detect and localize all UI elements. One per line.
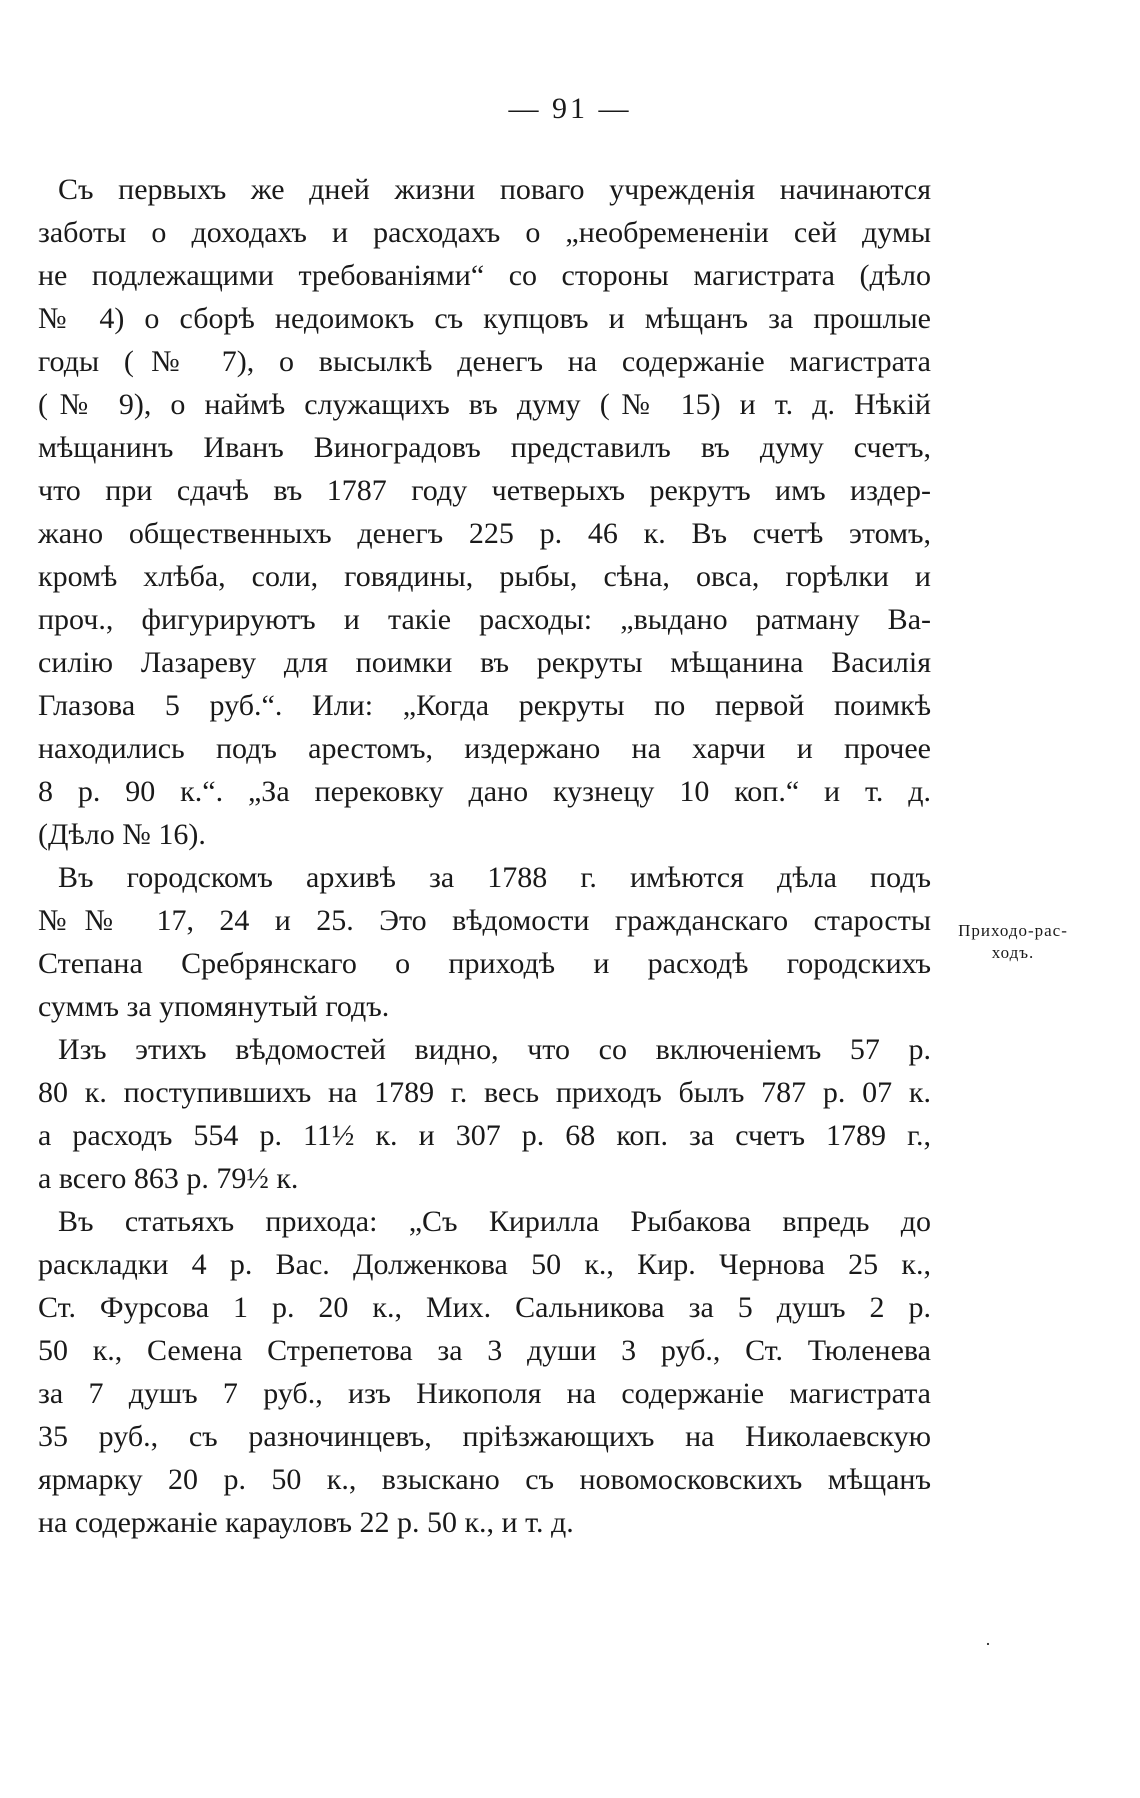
paragraph-3 [38, 1028, 931, 1200]
stray-mark: · [985, 1634, 991, 1654]
text-line: Изъ этихъ вѣдомостей видно, что со включеніемъ 57 р. [58, 1033, 931, 1066]
text-line: на содержаніе карауловъ 22 р. 50 к., и т. д. [38, 1506, 574, 1539]
text-line: не подлежащими требованіями“ со стороны магистрата (дѣло [38, 259, 931, 292]
text-line: 80 к. поступившихъ на 1789 г. весь приходъ былъ 787 р. 07 к. [38, 1076, 931, 1109]
text-line: что при сдачѣ въ 1787 году четверыхъ рекрутъ имъ издер- [38, 474, 931, 507]
margin-note-line: Приходо-рас- [958, 921, 1068, 940]
paragraph-2 [38, 856, 931, 1028]
text-line: (№ 9), о наймѣ служащихъ въ думу (№ 15) и т. д. Нѣкій [38, 388, 931, 421]
text-line: заботы о доходахъ и расходахъ о „необремененіи сей думы [38, 216, 931, 249]
text-line: за 7 душъ 7 руб., изъ Никополя на содержаніе магистрата [38, 1377, 931, 1410]
paragraph-4 [38, 1200, 931, 1544]
page-number: — 91 — [508, 92, 632, 125]
text-line: 50 к., Семена Стрепетова за 3 души 3 руб., Ст. Тюленева [38, 1334, 931, 1367]
text-line: 35 руб., съ разночинцевъ, пріѣзжающихъ на Николаевскую [38, 1420, 931, 1453]
text-line: Степана Сребрянскаго о приходѣ и расходѣ городскихъ [38, 947, 931, 980]
text-line: раскладки 4 р. Вас. Долженкова 50 к., Кир. Чернова 25 к., [38, 1248, 931, 1281]
margin-note-line: ходъ. [991, 943, 1035, 962]
text-line: годы (№ 7), о высылкѣ денегъ на содержаніе магистрата [38, 345, 931, 378]
text-line: проч., фигурируютъ и такіе расходы: „выдано ратману Ва- [38, 603, 931, 636]
text-line: Съ первыхъ же дней жизни поваго учрежденія начинаются [58, 173, 931, 206]
text-line: а расходъ 554 р. 11½ к. и 307 р. 68 коп. за счетъ 1789 г., [38, 1119, 931, 1152]
text-line: (Дѣло № 16). [38, 818, 206, 851]
margin-note [938, 920, 1088, 964]
text-line: находились подъ арестомъ, издержано на харчи и прочее [38, 732, 931, 765]
paragraph-1 [38, 168, 931, 856]
text-line: Глазова 5 руб.“. Или: „Когда рекруты по первой поимкѣ [38, 689, 931, 722]
text-line: Въ статьяхъ прихода: „Съ Кирилла Рыбакова впредь до [58, 1205, 931, 1238]
text-line: кромѣ хлѣба, соли, говядины, рыбы, сѣна, овса, горѣлки и [38, 560, 931, 593]
text-line: ярмарку 20 р. 50 к., взыскано съ новомосковскихъ мѣщанъ [38, 1463, 931, 1496]
text-line: силію Лазареву для поимки въ рекруты мѣщанина Василія [38, 646, 931, 679]
text-line: 8 р. 90 к.“. „За перековку дано кузнецу 10 коп.“ и т. д. [38, 775, 931, 808]
text-line: Въ городскомъ архивѣ за 1788 г. имѣются дѣла подъ [58, 861, 931, 894]
text-line: а всего 863 р. 79½ к. [38, 1162, 299, 1195]
text-line: жано общественныхъ денегъ 225 р. 46 к. Въ счетѣ этомъ, [38, 517, 931, 550]
text-line: Ст. Фурсова 1 р. 20 к., Мих. Сальникова за 5 душъ 2 р. [38, 1291, 931, 1324]
body-text [38, 168, 931, 1544]
text-line: №№ 17, 24 и 25. Это вѣдомости гражданскаго старосты [38, 904, 931, 937]
text-line: суммъ за упомянутый годъ. [38, 990, 390, 1023]
text-line: № 4) о сборѣ недоимокъ съ купцовъ и мѣщанъ за прошлые [38, 302, 931, 335]
text-line: мѣщанинъ Иванъ Виноградовъ представилъ въ думу счетъ, [38, 431, 931, 464]
